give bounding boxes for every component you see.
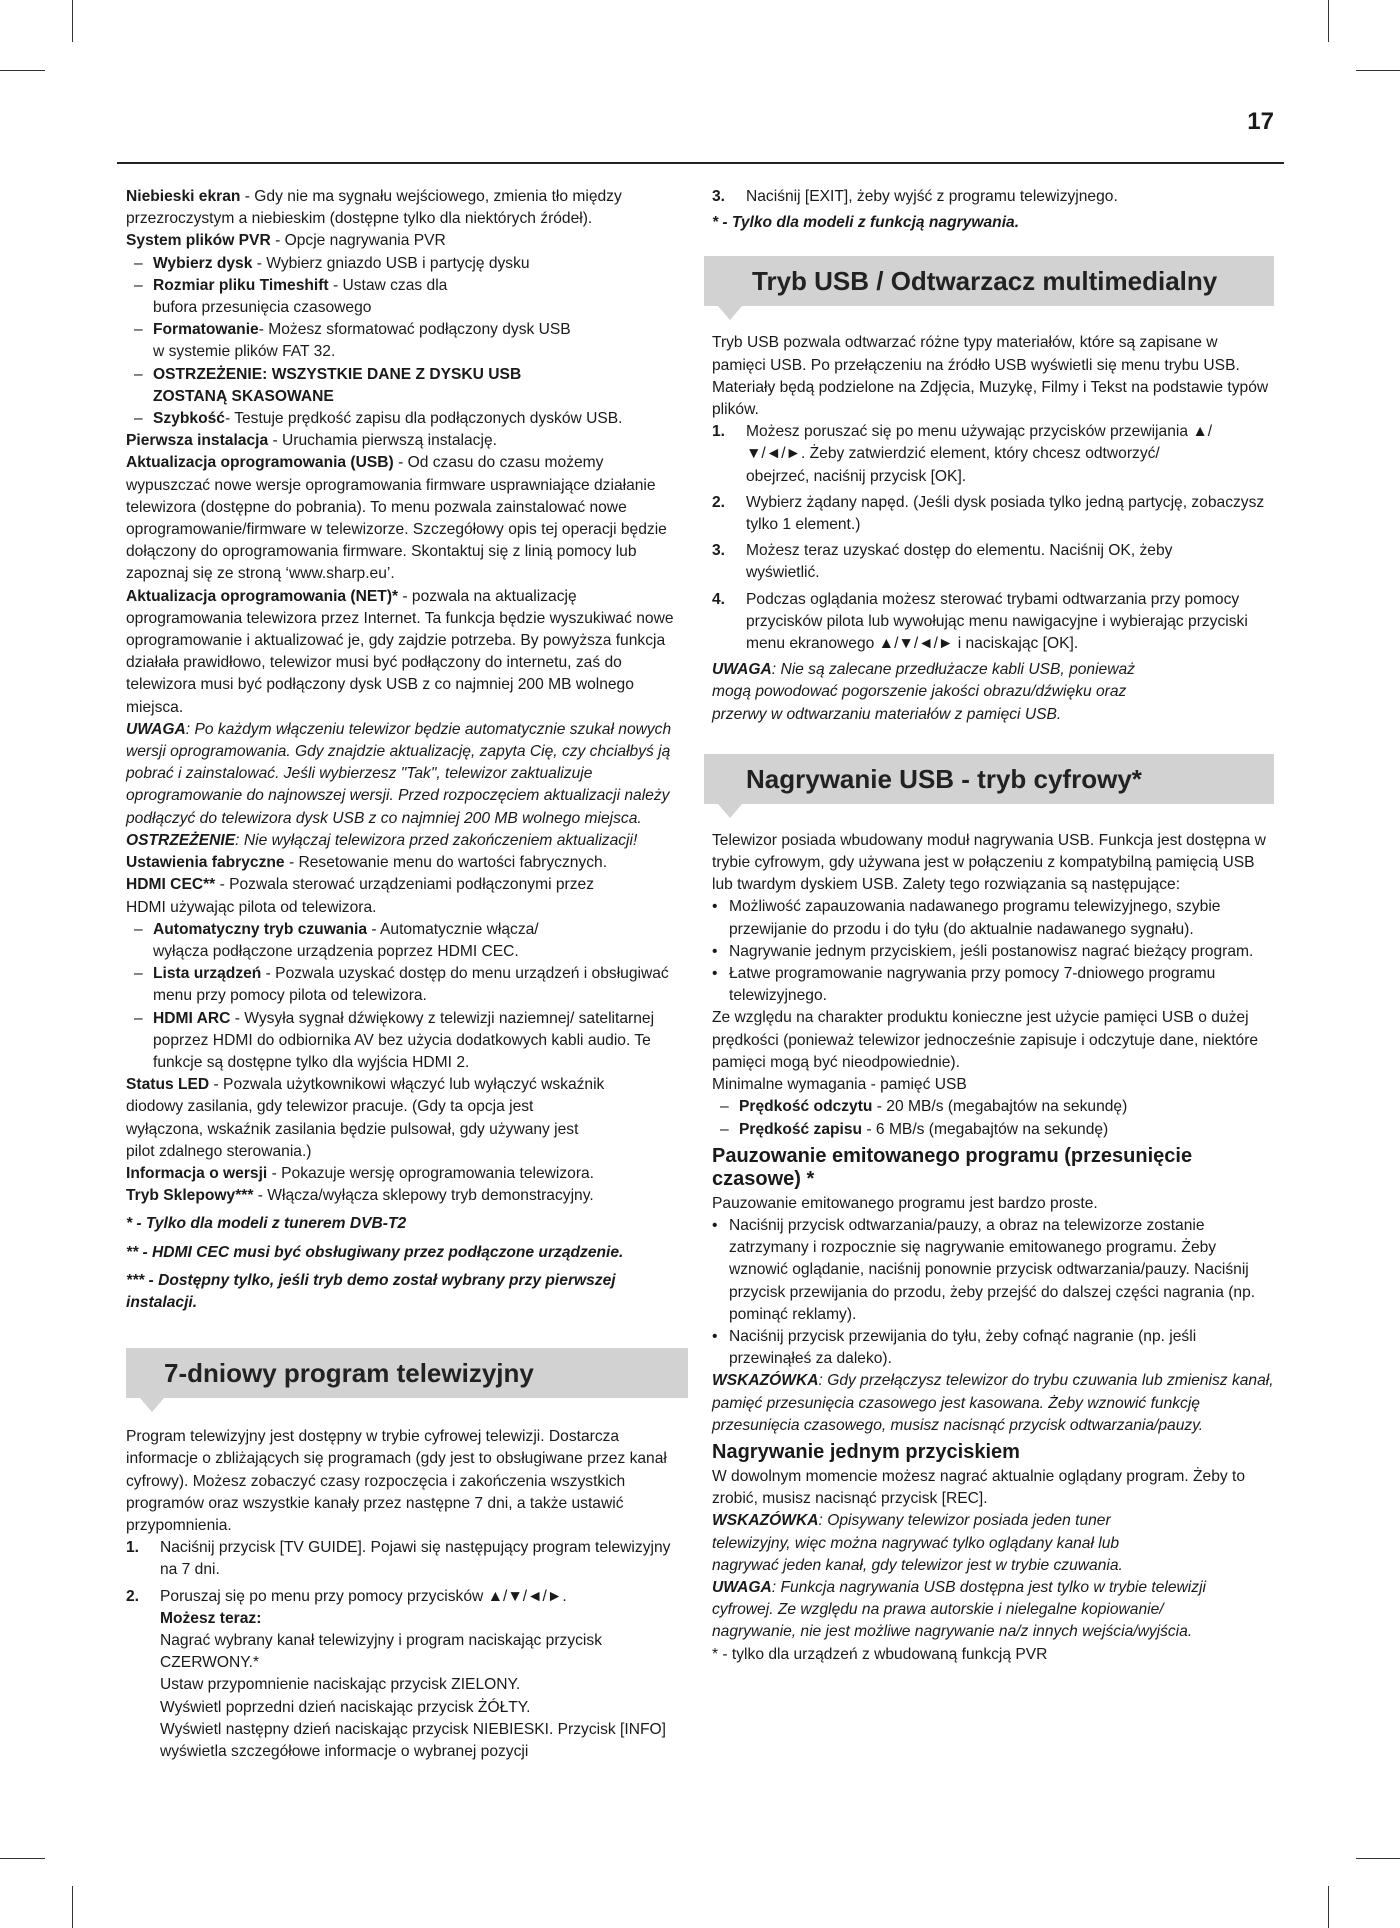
left-column <box>126 186 688 1767</box>
menu-item: System plików PVR - Opcje nagrywania PVR <box>126 232 446 250</box>
note-tip: WSKAZÓWKA: Opisywany telewizor posiada jeden tuner telewizyjny, więc można nagrywać tylko oglądany kanał lub nagrywać jeden kanał, gdy telewizor jest w trybie czuwania. <box>712 1512 1123 1574</box>
menu-item: Ustawienia fabryczne - Resetowanie menu do wartości fabrycznych. <box>126 854 608 872</box>
section-banner-epg <box>126 1348 688 1398</box>
step: 3. Naciśnij [EXIT], żeby wyjść z programu telewizyjnego. <box>712 188 1118 205</box>
crop-mark <box>72 0 73 42</box>
step: 2. Poruszaj się po menu przy pomocy przycisków ▲/▼/◄/►. Możesz teraz: Nagrać wybrany kanał telewizyjny i program naciskając przycisk CZERWONY.* Ustaw przypomnienie naciskając przycisk ZIELONY. Wyświetl poprzedni dzień naciskając przycisk ŻÓŁTY. Wyświetl następny dzień naciskając przycisk NIEBIESKI. Przycisk [INFO] wyświetla szczegółowe informacje o wybranej pozycji <box>126 1587 666 1760</box>
paragraph: Program telewizyjny jest dostępny w trybie cyfrowej telewizji. Dostarcza informacje o zbliżających się programach (gdy jest to obsługiwane przez kanał cyfrowy). Możesz zobaczyć czasy rozpoczęcia i zakończenia wszystkich programów oraz wszystkie kanały przez następne 7 dni, a także ustawić przypomnienia. <box>126 1428 667 1534</box>
footnote: ** - HDMI CEC musi być obsługiwany przez podłączone urządzenie. <box>126 1243 624 1261</box>
step: 1. Możesz poruszać się po menu używając przycisków przewijania ▲/▼/◄/►. Żeby zatwierdzić element, który chcesz odtworzyć/ obejrzeć, naciśnij przycisk [OK]. <box>712 423 1213 485</box>
right-column <box>712 186 1274 1666</box>
menu-item: HDMI CEC** - Pozwala sterować urządzeniami podłączonymi przez HDMI używając pilota od telewizora. <box>126 876 594 916</box>
section-title: Nagrywanie USB - tryb cyfrowy* <box>746 763 1142 794</box>
step: 2. Wybierz żądany napęd. (Jeśli dysk posiada tylko jedną partycję, zobaczysz tylko 1 element.) <box>712 493 1265 534</box>
crop-mark <box>0 1858 45 1859</box>
paragraph: Ze względu na charakter produktu konieczne jest użycie pamięci USB o dużej prędkości (ponieważ telewizor jednocześnie zapisuje i odczytuje dane, niektóre pamięci mogą być nieodpowiednie). <box>712 1009 1259 1071</box>
sub-item: – Szybkość- Testuje prędkość zapisu dla podłączonych dysków USB. <box>134 410 623 428</box>
sub-item: – Formatowanie- Możesz sformatować podłączony dysk USB w systemie plików FAT 32. <box>134 321 571 361</box>
paragraph: Telewizor posiada wbudowany moduł nagrywania USB. Funkcja jest dostępna w trybie cyfrowym, gdy używana jest w połączeniu z kompatybilną pamięcią USB lub twardym dyskiem USB. Zalety tego rozwiązania są następujące: <box>712 831 1266 894</box>
section-title: Tryb USB / Odtwarzacz multimedialny <box>752 266 1218 297</box>
step: 1. Naciśnij przycisk [TV GUIDE]. Pojawi się następujący program telewizyjny na 7 dni. <box>126 1539 671 1579</box>
bullet-item: • Łatwe programowanie nagrywania przy pomocy 7-dniowego programu telewizyjnego. <box>712 965 1216 1005</box>
paragraph: Pauzowanie emitowanego programu jest bardzo proste. <box>712 1194 1098 1212</box>
footnote: * - Tylko dla modeli z tunerem DVB-T2 <box>126 1215 407 1233</box>
note-uwaga: UWAGA: Funkcja nagrywania USB dostępna jest tylko w trybie telewizji cyfrowej. Ze względu na prawa autorskie i nielegalne kopiowanie/ nagrywanie, nie jest możliwe nagrywanie na/z innych wejścia/wyjścia. <box>712 1578 1207 1641</box>
sub-item: – Prędkość zapisu - 6 MB/s (megabajtów na sekundę) <box>720 1120 1109 1138</box>
section-title: 7-dniowy program telewizyjny <box>164 1358 534 1389</box>
step: 3. Możesz teraz uzyskać dostęp do elementu. Naciśnij OK, żeby wyświetlić. <box>712 542 1173 582</box>
subsection-title: Pauzowanie emitowanego programu (przesunięcie czasowe) * <box>712 1144 1193 1190</box>
sub-item-warning: – OSTRZEŻENIE: WSZYSTKIE DANE Z DYSKU USB ZOSTANĄ SKASOWANE <box>134 365 522 405</box>
menu-item: Aktualizacja oprogramowania (USB) - Od czasu do czasu możemy wypuszczać nowe wersje oprogramowania firmware usprawniające działanie telewizora (dostępne do pobrania). To menu pozwala zainstalować nowe oprogramowanie/firmware w telewizorze. Szczegółowy opis tej operacji będzie dołączony do oprogramowania firmware. Skontaktuj się z linią pomocy lub zapoznaj się ze stroną ‘www.sharp.eu’. <box>126 454 667 583</box>
crop-mark <box>1356 1858 1400 1859</box>
menu-item: Tryb Sklepowy*** - Włącza/wyłącza sklepowy tryb demonstracyjny. <box>126 1187 594 1205</box>
crop-mark <box>72 1886 73 1928</box>
sub-item: – Rozmiar pliku Timeshift - Ustaw czas dla bufora przesunięcia czasowego <box>134 276 448 317</box>
crop-mark <box>0 70 45 71</box>
section-banner-recording <box>704 754 1274 804</box>
paragraph: Tryb USB pozwala odtwarzać różne typy materiałów, które są zapisane w pamięci USB. Po przełączeniu na źródło USB wyświetli się menu trybu USB. Materiały będą podzielone na Zdjęcia, Muzykę, Filmy i Tekst na podstawie typów plików. <box>712 334 1269 419</box>
step: 4. Podczas oglądania możesz sterować trybami odtwarzania przy pomocy przycisków pilota lub wywołując menu nawigacyjne i wybierając przyciski menu ekranowego ▲/▼/◄/► i naciskając [OK]. <box>712 590 1248 653</box>
note-tip: WSKAZÓWKA: Gdy przełączysz telewizor do trybu czuwania lub zmienisz kanał, pamięć przesunięcia czasowego jest kasowana. Żeby wznowić funkcję przesunięcia czasowego, musisz nacisnąć przycisk odtwarzania/pauzy. <box>712 1372 1274 1434</box>
footnote: * - Tylko dla modeli z funkcją nagrywania. <box>712 214 1020 232</box>
menu-item: Status LED - Pozwala użytkownikowi włączyć lub wyłączyć wskaźnik diodowy zasilania, gdy telewizor pracuje. (Gdy ta opcja jest wyłączona, wskaźnik zasilania będzie pulsował, gdy używany jest pilot zdalnego sterowania.) <box>126 1076 605 1160</box>
note-uwaga: UWAGA: Nie są zalecane przedłużacze kabli USB, ponieważ mogą powodować pogorszenie jakości obrazu/dźwięku oraz przerwy w odtwarzaniu materiałów z pamięci USB. <box>712 661 1135 723</box>
section-banner-usb <box>704 256 1274 306</box>
note-uwaga: UWAGA: Po każdym włączeniu telewizor będzie automatycznie szukał nowych wersji oprogramowania. Gdy znajdzie aktualizację, zapyta Cię, czy chciałbyś ją pobrać i zainstalować. Jeśli wybierzesz "Tak", telewizor zaktualizuje oprogramowanie do najnowszej wersji. Przed rozpoczęciem aktualizacji należy podłączyć do telewizora dysk USB z co najmniej 200 MB wolnego miejsca. <box>126 720 672 827</box>
bullet-item: • Nagrywanie jednym przyciskiem, jeśli postanowisz nagrać bieżący program. <box>712 942 1254 960</box>
subsection-title: Nagrywanie jednym przyciskiem <box>712 1440 1020 1463</box>
menu-item: Informacja o wersji - Pokazuje wersję oprogramowania telewizora. <box>126 1164 595 1182</box>
footnote: * - tylko dla urządzeń z wbudowaną funkcją PVR <box>712 1645 1048 1663</box>
menu-item: Pierwsza instalacja - Uruchamia pierwszą instalację. <box>126 432 497 450</box>
sub-item: – Automatyczny tryb czuwania - Automatycznie włącza/ wyłącza podłączone urządzenia poprzez HDMI CEC. <box>134 920 539 960</box>
crop-mark <box>1328 0 1329 42</box>
header-rule <box>117 162 1284 164</box>
menu-item: Niebieski ekran - Gdy nie ma sygnału wejściowego, zmienia tło między przezroczystym a niebieskim (dostępne tylko dla niektórych źródeł). <box>126 188 622 228</box>
bullet-item: • Naciśnij przycisk przewijania do tyłu, żeby cofnąć nagranie (np. jeśli przewinąłeś za daleko). <box>712 1327 1197 1368</box>
page-number: 17 <box>1247 108 1274 135</box>
bullet-item: • Naciśnij przycisk odtwarzania/pauzy, a obraz na telewizorze zostanie zatrzymany i rozpocznie się nagrywanie emitowanego programu. Żeby wznowić oglądanie, naciśnij ponownie przycisk odtwarzania/pauzy. Naciśnij przycisk przewijania do przodu, żeby przejść do dalszej części nagrania (np. pominąć reklamy). <box>712 1216 1256 1323</box>
sub-item: – HDMI ARC - Wysyła sygnał dźwiękowy z telewizji naziemnej/ satelitarnej poprzez HDMI do odbiornika AV bez użycia dodatkowych kabli audio. Te funkcje są dostępne tylko dla wyjścia HDMI 2. <box>134 1009 655 1071</box>
sub-item: – Prędkość odczytu - 20 MB/s (megabajtów na sekundę) <box>720 1098 1128 1116</box>
footnote: *** - Dostępny tylko, jeśli tryb demo został wybrany przy pierwszej instalacji. <box>126 1271 616 1311</box>
paragraph: W dowolnym momencie możesz nagrać aktualnie oglądany program. Żeby to zrobić, musisz nacisnąć przycisk [REC]. <box>712 1467 1246 1508</box>
note-warning: OSTRZEŻENIE: Nie wyłączaj telewizora przed zakończeniem aktualizacji! <box>126 831 638 849</box>
sub-item: – Lista urządzeń - Pozwala uzyskać dostęp do menu urządzeń i obsługiwać menu przy pomocy pilota od telewizora. <box>134 965 669 1005</box>
menu-item: Aktualizacja oprogramowania (NET)* - pozwala na aktualizację oprogramowania telewizora przez Internet. Ta funkcja będzie wyszukiwać nowe oprogramowanie i aktualizować je, gdy zajdzie potrzeba. By powyższa funkcja działała prawidłowo, telewizor musi być podłączony do internetu, zaś do telewizora musi być podłączony dysk USB z co najmniej 200 MB wolnego miejsca. <box>126 587 674 716</box>
crop-mark <box>1328 1886 1329 1928</box>
crop-mark <box>1356 70 1400 71</box>
sub-item: – Wybierz dysk - Wybierz gniazdo USB i partycję dysku <box>134 254 530 272</box>
paragraph: Minimalne wymagania - pamięć USB <box>712 1076 967 1094</box>
bullet-item: • Możliwość zapauzowania nadawanego programu telewizyjnego, szybie przewijanie do przodu i do tyłu (do aktualnie nadawanego sygnału). <box>712 898 1221 938</box>
